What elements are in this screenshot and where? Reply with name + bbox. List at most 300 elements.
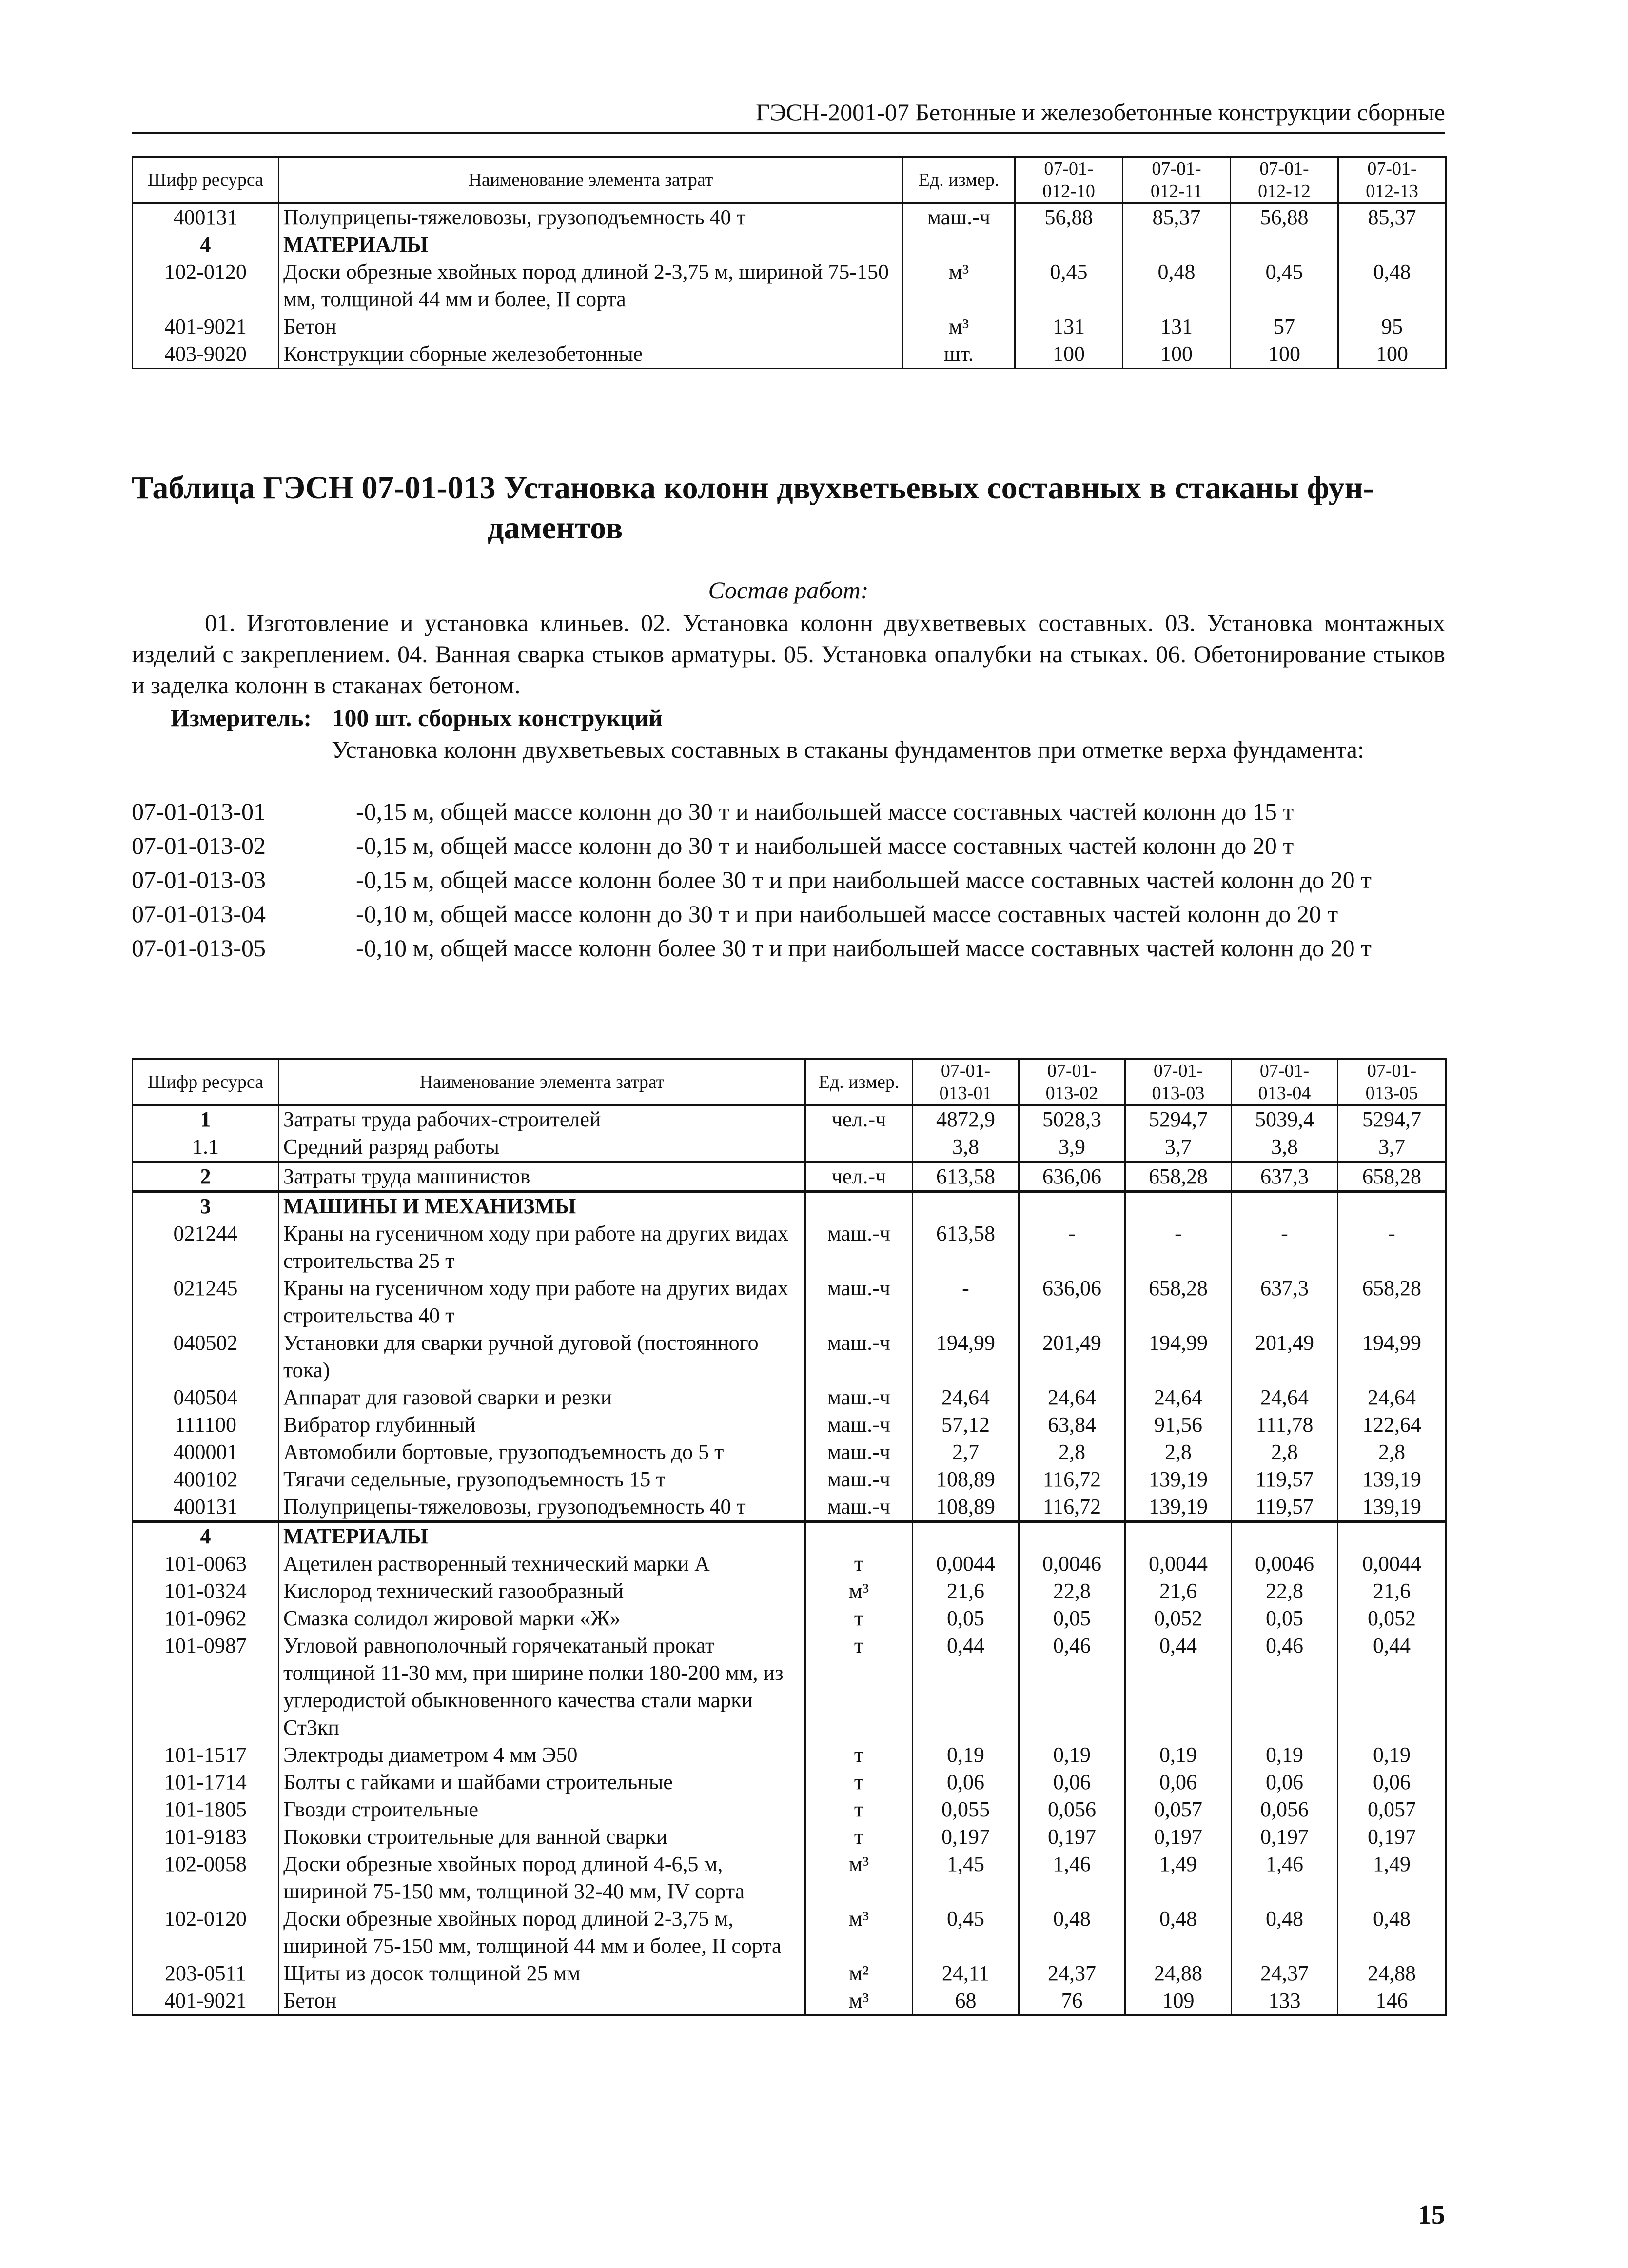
table-title-line2: даментов xyxy=(488,510,623,546)
value-cell: 57 xyxy=(1231,313,1338,340)
table-title-line1: Таблица ГЭСН 07-01-013 Установка колонн двухветьевых составных в стаканы фун- xyxy=(132,470,1374,506)
unit-cell: т xyxy=(805,1823,913,1851)
value-cell: 5039,4 xyxy=(1232,1105,1338,1134)
unit-cell: маш.-ч xyxy=(805,1466,913,1493)
resource-code: 101-0324 xyxy=(133,1578,279,1605)
table-row xyxy=(133,1605,1446,1632)
resource-table-013 xyxy=(132,1058,1447,2016)
table-row xyxy=(133,1466,1446,1493)
value-cell: 0,48 xyxy=(1338,258,1446,313)
value-cell: 22,8 xyxy=(1232,1578,1338,1605)
table-row xyxy=(133,1550,1446,1578)
table-row xyxy=(133,1851,1446,1905)
value-cell: 194,99 xyxy=(913,1329,1019,1384)
value-cell: 100 xyxy=(1231,340,1338,369)
value-cell: 5294,7 xyxy=(1125,1105,1232,1134)
resource-code: 021244 xyxy=(133,1220,279,1275)
value-cell: - xyxy=(1338,1220,1446,1275)
resource-code: 4 xyxy=(133,231,279,258)
value-cell: 139,19 xyxy=(1338,1493,1446,1522)
value-cell: 0,0044 xyxy=(913,1550,1019,1578)
table-row xyxy=(133,313,1446,340)
value-cell: 21,6 xyxy=(1125,1578,1232,1605)
value-cell: 5294,7 xyxy=(1338,1105,1446,1134)
resource-name: Угловой равнополочный горячекатаный прокат толщиной 11-30 мм, при ширине полки 180-200 мм, из углеродистой обыкновенного качества стали марки Ст3кп xyxy=(279,1632,805,1741)
value-cell: 95 xyxy=(1338,313,1446,340)
column-header: 07-01- 013-02 xyxy=(1019,1059,1125,1105)
value-cell: 24,88 xyxy=(1125,1960,1232,1987)
code-number: 07-01-013-03 xyxy=(132,866,266,893)
value-cell: 139,19 xyxy=(1125,1493,1232,1522)
section-title: МАТЕРИАЛЫ xyxy=(279,231,903,258)
value-cell: 0,46 xyxy=(1019,1632,1125,1741)
value-cell: 0,19 xyxy=(1019,1741,1125,1769)
value-cell: 24,88 xyxy=(1338,1960,1446,1987)
unit-cell: м³ xyxy=(805,1578,913,1605)
resource-table-012 xyxy=(132,156,1447,369)
value-cell: 119,57 xyxy=(1232,1493,1338,1522)
value-cell: 24,64 xyxy=(1338,1384,1446,1411)
table-header-row xyxy=(133,1059,1446,1105)
unit-cell xyxy=(903,231,1015,258)
resource-code: 203-0511 xyxy=(133,1960,279,1987)
value-cell: 2,8 xyxy=(1019,1439,1125,1466)
value-cell: 1,49 xyxy=(1125,1851,1232,1905)
resource-name: Болты с гайками и шайбами строительные xyxy=(279,1769,805,1796)
value-cell: 0,19 xyxy=(913,1741,1019,1769)
column-header: 07-01- 013-03 xyxy=(1125,1059,1232,1105)
column-header: 07-01- 012-12 xyxy=(1231,157,1338,203)
value-cell: 0,44 xyxy=(913,1632,1019,1741)
code-item xyxy=(132,898,1445,929)
table-row xyxy=(133,1905,1446,1960)
resource-code: 400102 xyxy=(133,1466,279,1493)
resource-code: 2 xyxy=(133,1162,279,1192)
value-cell: 109 xyxy=(1125,1987,1232,2015)
table-row xyxy=(133,1632,1446,1741)
value-cell xyxy=(913,1522,1019,1551)
resource-name: Доски обрезные хвойных пород длиной 4-6,5 м, шириной 75-150 мм, толщиной 32-40 мм, IV сорта xyxy=(279,1851,805,1905)
table-title xyxy=(132,468,1445,548)
value-cell: 122,64 xyxy=(1338,1411,1446,1439)
value-cell: 24,64 xyxy=(1232,1384,1338,1411)
value-cell: 0,44 xyxy=(1125,1632,1232,1741)
value-cell: 0,197 xyxy=(1019,1823,1125,1851)
value-cell: 24,64 xyxy=(1125,1384,1232,1411)
value-cell: 85,37 xyxy=(1123,203,1231,232)
running-header: ГЭСН-2001-07 Бетонные и железобетонные конструкции сборные xyxy=(132,98,1445,134)
value-cell: 658,28 xyxy=(1338,1275,1446,1329)
resource-name: Щиты из досок толщиной 25 мм xyxy=(279,1960,805,1987)
value-cell: 0,0046 xyxy=(1019,1550,1125,1578)
value-cell: 0,48 xyxy=(1338,1905,1446,1960)
value-cell: 108,89 xyxy=(913,1466,1019,1493)
resource-name: Бетон xyxy=(279,1987,805,2015)
value-cell: 57,12 xyxy=(913,1411,1019,1439)
value-cell: 0,19 xyxy=(1232,1741,1338,1769)
value-cell: 0,45 xyxy=(1231,258,1338,313)
value-cell: 0,06 xyxy=(1232,1769,1338,1796)
table-row xyxy=(133,340,1446,369)
value-cell: 613,58 xyxy=(913,1162,1019,1192)
column-header: 07-01- 012-11 xyxy=(1123,157,1231,203)
measure-value: 100 шт. сборных конструкций xyxy=(332,704,663,731)
value-cell xyxy=(1019,1522,1125,1551)
value-cell: 0,06 xyxy=(913,1769,1019,1796)
code-item xyxy=(132,830,1445,861)
value-cell: 3,7 xyxy=(1338,1133,1446,1162)
column-header: 07-01- 012-13 xyxy=(1338,157,1446,203)
code-description: -0,10 м, общей массе колонн до 30 т и при наибольшей массе составных частей колонн до 20 т xyxy=(356,900,1338,927)
value-cell: 0,48 xyxy=(1125,1905,1232,1960)
value-cell: 100 xyxy=(1338,340,1446,369)
resource-name: Кислород технический газообразный xyxy=(279,1578,805,1605)
resource-name: Конструкции сборные железобетонные xyxy=(279,340,903,369)
code-description: -0,10 м, общей массе колонн более 30 т и при наибольшей массе составных частей колонн до 20 т xyxy=(356,934,1372,962)
section-row xyxy=(133,1522,1446,1551)
measure xyxy=(171,702,663,733)
table-row xyxy=(133,1105,1446,1134)
column-header: 07-01- 012-10 xyxy=(1015,157,1123,203)
value-cell: 0,05 xyxy=(1019,1605,1125,1632)
value-cell: 119,57 xyxy=(1232,1466,1338,1493)
value-cell xyxy=(1015,231,1123,258)
resource-name: Полуприцепы-тяжеловозы, грузоподъемность 40 т xyxy=(279,1493,805,1522)
value-cell: - xyxy=(1019,1220,1125,1275)
resource-name: Доски обрезные хвойных пород длиной 2-3,75 м, шириной 75-150 мм, толщиной 44 мм и более, II сорта xyxy=(279,258,903,313)
code-item xyxy=(132,796,1445,827)
value-cell: 0,44 xyxy=(1338,1632,1446,1741)
value-cell: 0,197 xyxy=(913,1823,1019,1851)
value-cell: 24,64 xyxy=(1019,1384,1125,1411)
resource-code: 400001 xyxy=(133,1439,279,1466)
value-cell: 22,8 xyxy=(1019,1578,1125,1605)
resource-code: 1.1 xyxy=(133,1133,279,1162)
resource-code: 4 xyxy=(133,1522,279,1551)
value-cell: 636,06 xyxy=(1019,1275,1125,1329)
value-cell: 3,9 xyxy=(1019,1133,1125,1162)
code-item xyxy=(132,932,1445,964)
value-cell: 0,197 xyxy=(1338,1823,1446,1851)
value-cell: 2,8 xyxy=(1232,1439,1338,1466)
value-cell: 0,48 xyxy=(1019,1905,1125,1960)
value-cell: 0,06 xyxy=(1019,1769,1125,1796)
value-cell: 5028,3 xyxy=(1019,1105,1125,1134)
column-header: Шифр ресурса xyxy=(133,1059,279,1105)
table-row xyxy=(133,1741,1446,1769)
code-description: -0,15 м, общей массе колонн до 30 т и наибольшей массе составных частей колонн до 20 т xyxy=(356,832,1294,859)
resource-code: 401-9021 xyxy=(133,1987,279,2015)
unit-cell: м³ xyxy=(903,313,1015,340)
page-number: 15 xyxy=(1418,2200,1445,2230)
code-list xyxy=(132,796,1445,966)
resource-name: Затраты труда машинистов xyxy=(279,1162,805,1192)
value-cell: 3,7 xyxy=(1125,1133,1232,1162)
value-cell: 0,197 xyxy=(1232,1823,1338,1851)
value-cell: 0,0044 xyxy=(1125,1550,1232,1578)
table-row xyxy=(133,1275,1446,1329)
resource-code: 101-1714 xyxy=(133,1769,279,1796)
resource-name: Доски обрезные хвойных пород длиной 2-3,75 м, шириной 75-150 мм, толщиной 44 мм и более, II сорта xyxy=(279,1905,805,1960)
value-cell: 76 xyxy=(1019,1987,1125,2015)
value-cell xyxy=(1338,231,1446,258)
resource-code: 1 xyxy=(133,1105,279,1134)
unit-cell: маш.-ч xyxy=(805,1220,913,1275)
resource-code: 101-0987 xyxy=(133,1632,279,1741)
code-description: -0,15 м, общей массе колонн более 30 т и при наибольшей массе составных частей колонн до 20 т xyxy=(356,866,1372,893)
table-row xyxy=(133,1220,1446,1275)
unit-cell: чел.-ч xyxy=(805,1105,913,1134)
value-cell: 0,45 xyxy=(1015,258,1123,313)
value-cell: 201,49 xyxy=(1019,1329,1125,1384)
value-cell: 24,64 xyxy=(913,1384,1019,1411)
table-header-row xyxy=(133,157,1446,203)
value-cell: 0,19 xyxy=(1338,1741,1446,1769)
unit-cell: маш.-ч xyxy=(805,1329,913,1384)
value-cell: 1,46 xyxy=(1019,1851,1125,1905)
value-cell: 21,6 xyxy=(1338,1578,1446,1605)
value-cell: - xyxy=(1232,1220,1338,1275)
value-cell: 0,06 xyxy=(1338,1769,1446,1796)
resource-name: Автомобили бортовые, грузоподъемность до 5 т xyxy=(279,1439,805,1466)
code-number: 07-01-013-05 xyxy=(132,934,266,962)
resource-code: 102-0058 xyxy=(133,1851,279,1905)
table-row xyxy=(133,1578,1446,1605)
unit-cell: т xyxy=(805,1741,913,1769)
resource-code: 3 xyxy=(133,1192,279,1221)
value-cell xyxy=(1338,1192,1446,1221)
value-cell: 0,46 xyxy=(1232,1632,1338,1741)
table-row xyxy=(133,1162,1446,1192)
measure-label: Измеритель: xyxy=(171,704,312,731)
value-cell: 24,37 xyxy=(1232,1960,1338,1987)
value-cell: 116,72 xyxy=(1019,1493,1125,1522)
value-cell: 133 xyxy=(1232,1987,1338,2015)
resource-code: 101-0962 xyxy=(133,1605,279,1632)
value-cell: 21,6 xyxy=(913,1578,1019,1605)
value-cell: 1,45 xyxy=(913,1851,1019,1905)
value-cell: 1,49 xyxy=(1338,1851,1446,1905)
value-cell: 0,056 xyxy=(1232,1796,1338,1823)
value-cell xyxy=(1123,231,1231,258)
code-number: 07-01-013-04 xyxy=(132,900,266,927)
resource-name: Вибратор глубинный xyxy=(279,1411,805,1439)
value-cell: 0,057 xyxy=(1338,1796,1446,1823)
value-cell: 108,89 xyxy=(913,1493,1019,1522)
resource-name: Краны на гусеничном ходу при работе на других видах строительства 25 т xyxy=(279,1220,805,1275)
unit-cell: маш.-ч xyxy=(903,203,1015,232)
value-cell: 0,45 xyxy=(913,1905,1019,1960)
value-cell: 0,057 xyxy=(1125,1796,1232,1823)
resource-name: Бетон xyxy=(279,313,903,340)
value-cell: 139,19 xyxy=(1125,1466,1232,1493)
value-cell: 68 xyxy=(913,1987,1019,2015)
section-title: МАШИНЫ И МЕХАНИЗМЫ xyxy=(279,1192,805,1221)
value-cell: 139,19 xyxy=(1338,1466,1446,1493)
table-row xyxy=(133,1769,1446,1796)
value-cell: 636,06 xyxy=(1019,1162,1125,1192)
intro-text: Установка колонн двухветьевых составных в стаканы фундаментов при отметке верха фундамента: xyxy=(332,736,1364,763)
column-header: 07-01- 013-01 xyxy=(913,1059,1019,1105)
table-row xyxy=(133,1133,1446,1162)
table-row xyxy=(133,1384,1446,1411)
value-cell: 658,28 xyxy=(1125,1275,1232,1329)
resource-code: 400131 xyxy=(133,203,279,232)
value-cell: 0,05 xyxy=(913,1605,1019,1632)
section-row xyxy=(133,1192,1446,1221)
table-row xyxy=(133,1960,1446,1987)
table-row xyxy=(133,1987,1446,2015)
resource-code: 102-0120 xyxy=(133,258,279,313)
value-cell: 111,78 xyxy=(1232,1411,1338,1439)
resource-code: 111100 xyxy=(133,1411,279,1439)
unit-cell: т xyxy=(805,1769,913,1796)
resource-code: 021245 xyxy=(133,1275,279,1329)
unit-cell: т xyxy=(805,1796,913,1823)
unit-cell: т xyxy=(805,1605,913,1632)
value-cell: 0,05 xyxy=(1232,1605,1338,1632)
resource-code: 401-9021 xyxy=(133,313,279,340)
value-cell: 131 xyxy=(1123,313,1231,340)
value-cell: - xyxy=(913,1275,1019,1329)
table-row xyxy=(133,1823,1446,1851)
resource-name: Средний разряд работы xyxy=(279,1133,805,1162)
value-cell xyxy=(1338,1522,1446,1551)
code-description: -0,15 м, общей массе колонн до 30 т и наибольшей массе составных частей колонн до 15 т xyxy=(356,798,1294,825)
resource-code: 101-1517 xyxy=(133,1741,279,1769)
code-number: 07-01-013-01 xyxy=(132,798,266,825)
unit-cell: м³ xyxy=(805,1905,913,1960)
unit-cell: маш.-ч xyxy=(805,1439,913,1466)
value-cell: 3,8 xyxy=(913,1133,1019,1162)
value-cell: 2,8 xyxy=(1125,1439,1232,1466)
resource-code: 040504 xyxy=(133,1384,279,1411)
resource-name: Краны на гусеничном ходу при работе на других видах строительства 40 т xyxy=(279,1275,805,1329)
value-cell: 0,48 xyxy=(1232,1905,1338,1960)
resource-name: Тягачи седельные, грузоподъемность 15 т xyxy=(279,1466,805,1493)
value-cell: 24,11 xyxy=(913,1960,1019,1987)
column-header: Наименование элемента затрат xyxy=(279,157,903,203)
resource-code: 400131 xyxy=(133,1493,279,1522)
value-cell: 146 xyxy=(1338,1987,1446,2015)
table-row xyxy=(133,203,1446,232)
value-cell: 24,37 xyxy=(1019,1960,1125,1987)
value-cell: 201,49 xyxy=(1232,1329,1338,1384)
value-cell xyxy=(1232,1192,1338,1221)
works-heading: Состав работ: xyxy=(708,576,869,604)
value-cell: 658,28 xyxy=(1338,1162,1446,1192)
column-header: Наименование элемента затрат xyxy=(279,1059,805,1105)
value-cell: 0,48 xyxy=(1123,258,1231,313)
table-row xyxy=(133,258,1446,313)
value-cell: 658,28 xyxy=(1125,1162,1232,1192)
resource-code: 101-9183 xyxy=(133,1823,279,1851)
value-cell: 0,052 xyxy=(1125,1605,1232,1632)
unit-cell: маш.-ч xyxy=(805,1275,913,1329)
value-cell xyxy=(1019,1192,1125,1221)
value-cell: 194,99 xyxy=(1125,1329,1232,1384)
unit-cell xyxy=(805,1192,913,1221)
resource-name: Аппарат для газовой сварки и резки xyxy=(279,1384,805,1411)
resource-name: Ацетилен растворенный технический марки А xyxy=(279,1550,805,1578)
value-cell xyxy=(1231,231,1338,258)
table-row xyxy=(133,1439,1446,1466)
resource-code: 101-1805 xyxy=(133,1796,279,1823)
value-cell: 91,56 xyxy=(1125,1411,1232,1439)
value-cell: - xyxy=(1125,1220,1232,1275)
value-cell: 131 xyxy=(1015,313,1123,340)
value-cell: 0,197 xyxy=(1125,1823,1232,1851)
value-cell: 0,0046 xyxy=(1232,1550,1338,1578)
resource-name: Электроды диаметром 4 мм Э50 xyxy=(279,1741,805,1769)
value-cell: 100 xyxy=(1015,340,1123,369)
column-header: 07-01- 013-04 xyxy=(1232,1059,1338,1105)
value-cell: 0,052 xyxy=(1338,1605,1446,1632)
value-cell: 0,06 xyxy=(1125,1769,1232,1796)
section-row xyxy=(133,231,1446,258)
table-row xyxy=(133,1329,1446,1384)
section-title: МАТЕРИАЛЫ xyxy=(279,1522,805,1551)
value-cell xyxy=(1232,1522,1338,1551)
value-cell: 2,8 xyxy=(1338,1439,1446,1466)
resource-code: 040502 xyxy=(133,1329,279,1384)
value-cell: 85,37 xyxy=(1338,203,1446,232)
value-cell: 0,19 xyxy=(1125,1741,1232,1769)
unit-cell: м³ xyxy=(805,1987,913,2015)
value-cell: 194,99 xyxy=(1338,1329,1446,1384)
value-cell: 116,72 xyxy=(1019,1466,1125,1493)
resource-name: Поковки строительные для ванной сварки xyxy=(279,1823,805,1851)
value-cell: 0,0044 xyxy=(1338,1550,1446,1578)
unit-cell: м³ xyxy=(903,258,1015,313)
column-header: Ед. измер. xyxy=(805,1059,913,1105)
value-cell: 0,055 xyxy=(913,1796,1019,1823)
resource-code: 403-9020 xyxy=(133,340,279,369)
table-row xyxy=(133,1493,1446,1522)
unit-cell: т xyxy=(805,1632,913,1741)
value-cell xyxy=(1125,1522,1232,1551)
unit-cell: маш.-ч xyxy=(805,1411,913,1439)
resource-code: 102-0120 xyxy=(133,1905,279,1960)
value-cell: 4872,9 xyxy=(913,1105,1019,1134)
column-header: 07-01- 013-05 xyxy=(1338,1059,1446,1105)
unit-cell xyxy=(805,1522,913,1551)
unit-cell: т xyxy=(805,1550,913,1578)
value-cell: 56,88 xyxy=(1231,203,1338,232)
resource-name: Смазка солидол жировой марки «Ж» xyxy=(279,1605,805,1632)
unit-cell: шт. xyxy=(903,340,1015,369)
code-item xyxy=(132,864,1445,895)
unit-cell xyxy=(805,1133,913,1162)
value-cell: 637,3 xyxy=(1232,1162,1338,1192)
resource-name: Установки для сварки ручной дуговой (постоянного тока) xyxy=(279,1329,805,1384)
unit-cell: маш.-ч xyxy=(805,1384,913,1411)
value-cell: 56,88 xyxy=(1015,203,1123,232)
works-text: 01. Изготовление и установка клиньев. 02. Установка колонн двухветвевых составных. 03. Установка монтажных изделий с закреплением. 04. Ванная сварка стыков арматуры. 05. Установка опалубки на стыках. 06. Обетонирование стыков и заделка колонн в стаканах бетоном. xyxy=(132,609,1445,699)
column-header: Шифр ресурса xyxy=(133,157,279,203)
resource-name: Полуприцепы-тяжеловозы, грузоподъемность 40 т xyxy=(279,203,903,232)
value-cell xyxy=(1125,1192,1232,1221)
unit-cell: м³ xyxy=(805,1851,913,1905)
value-cell: 637,3 xyxy=(1232,1275,1338,1329)
resource-code: 101-0063 xyxy=(133,1550,279,1578)
table-row xyxy=(133,1411,1446,1439)
value-cell: 0,056 xyxy=(1019,1796,1125,1823)
code-number: 07-01-013-02 xyxy=(132,832,266,859)
value-cell: 3,8 xyxy=(1232,1133,1338,1162)
resource-name: Затраты труда рабочих-строителей xyxy=(279,1105,805,1134)
table-row xyxy=(133,1796,1446,1823)
